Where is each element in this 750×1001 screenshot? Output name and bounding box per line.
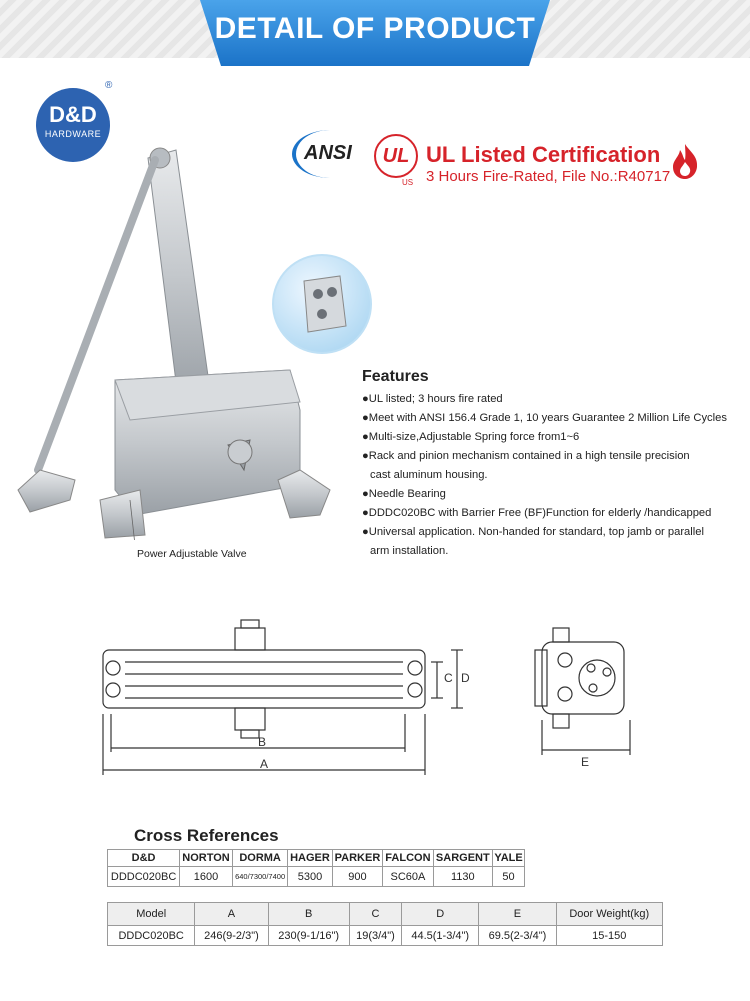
dimensions-table: [107, 902, 663, 946]
table-cell: SC60A: [383, 867, 433, 887]
table-cell: 5300: [288, 867, 332, 887]
features-section: [362, 368, 742, 561]
ul-us-text: US: [402, 178, 414, 187]
table-header-cell: FALCON: [383, 850, 433, 867]
detail-inset: [272, 254, 372, 354]
cert-subtitle: 3 Hours Fire-Rated, File No.:R40717: [426, 168, 671, 185]
table-header-cell: SARGENT: [433, 850, 493, 867]
valve-label: Power Adjustable Valve: [137, 548, 247, 560]
feature-item: ●Multi-size,Adjustable Spring force from1~6: [362, 431, 580, 443]
table-cell: DDDC020BC: [108, 926, 195, 946]
table-header-cell: HAGER: [288, 850, 332, 867]
table-row: [108, 867, 525, 887]
page-title: DETAIL OF PRODUCT: [214, 12, 536, 45]
table-header-cell: D&D: [108, 850, 180, 867]
table-header-cell: Door Weight(kg): [556, 903, 662, 926]
table-cell: 900: [332, 867, 383, 887]
table-header-cell: PARKER: [332, 850, 383, 867]
table-cell: 1130: [433, 867, 493, 887]
table-header-cell: A: [195, 903, 268, 926]
table-cell: 69.5(2-3/4"): [479, 926, 556, 946]
table-row: [108, 926, 663, 946]
flame-icon: [670, 142, 700, 180]
parallel-bracket: [278, 470, 330, 518]
table-cell: 50: [493, 867, 525, 887]
feature-item: ●Rack and pinion mechanism contained in a high tensile precision: [362, 450, 690, 462]
feature-item: cast aluminum housing.: [370, 469, 488, 481]
table-header-cell: B: [268, 903, 349, 926]
dim-label-e: E: [580, 755, 590, 769]
dim-label-c: C: [444, 671, 453, 685]
logo-main-text: D&D: [49, 102, 97, 127]
feature-item: arm installation.: [370, 545, 449, 557]
technical-drawing: [95, 610, 655, 780]
table-cell: 246(9-2/3"): [195, 926, 268, 946]
table-header-cell: D: [402, 903, 479, 926]
table-header-cell: NORTON: [180, 850, 233, 867]
table-header-cell: C: [349, 903, 401, 926]
feature-item: ●DDDC020BC with Barrier Free (BF)Function for elderly /handicapped: [362, 507, 712, 519]
table-header-cell: Model: [108, 903, 195, 926]
table-header-row: [108, 903, 663, 926]
table-header-cell: E: [479, 903, 556, 926]
feature-item: ●Meet with ANSI 156.4 Grade 1, 10 years Guarantee 2 Million Life Cycles: [362, 412, 727, 424]
registered-mark: ®: [105, 80, 113, 91]
logo-sub-text: HARDWARE: [44, 129, 102, 139]
table-header-cell: YALE: [493, 850, 525, 867]
end-cap: [100, 490, 145, 538]
dim-label-d: D: [461, 671, 470, 685]
ansi-text: ANSI: [304, 142, 352, 164]
arm-bracket: [18, 470, 75, 512]
valve-cap: [228, 440, 252, 464]
table-header-cell: DORMA: [232, 850, 287, 867]
table-header-row: [108, 850, 525, 867]
features-list: [362, 390, 742, 561]
feature-item: ●Needle Bearing: [362, 488, 446, 500]
table-cell: 19(3/4"): [349, 926, 401, 946]
closer-end-view: [542, 642, 624, 714]
main-arm: [148, 150, 210, 398]
ul-logo: UL: [374, 134, 418, 178]
feature-item: ●UL listed; 3 hours fire rated: [362, 393, 503, 405]
dim-label-b: B: [257, 735, 267, 749]
table-cell: 1600: [180, 867, 233, 887]
cross-references-table: [107, 849, 525, 887]
cross-references-title: Cross References: [134, 826, 279, 845]
table-cell: DDDC020BC: [108, 867, 180, 887]
table-cell: 230(9-1/16"): [268, 926, 349, 946]
closer-side-view: [103, 650, 425, 708]
table-cell: 640/7300/7400: [232, 867, 287, 887]
cert-title: UL Listed Certification: [426, 142, 661, 167]
features-heading: Features: [362, 368, 429, 385]
table-cell: 15-150: [556, 926, 662, 946]
bracket-detail-icon: [274, 256, 370, 352]
dim-label-a: A: [259, 757, 269, 771]
table-cell: 44.5(1-3/4"): [402, 926, 479, 946]
feature-item: ●Universal application. Non-handed for standard, top jamb or parallel: [362, 526, 704, 538]
